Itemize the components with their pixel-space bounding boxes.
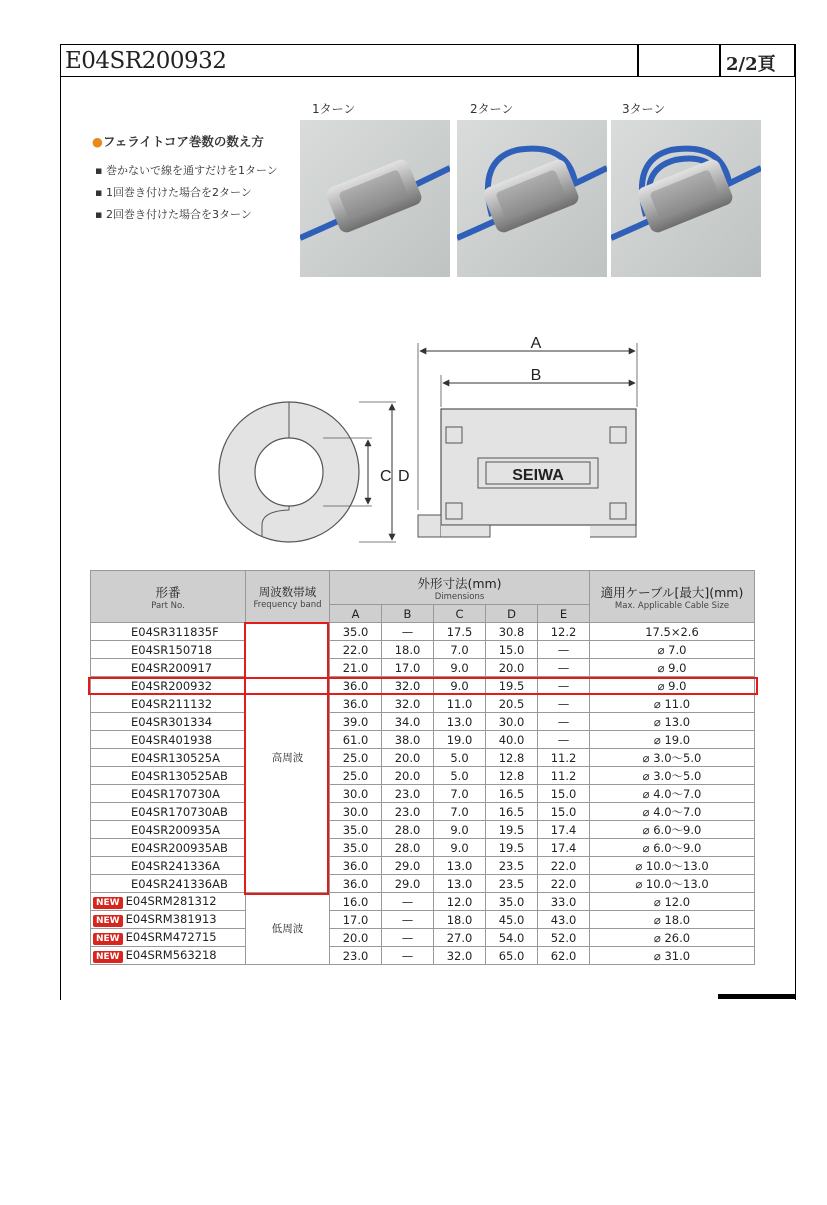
dim-a-cell: 36.0 [330, 875, 382, 893]
dim-c-cell: 13.0 [434, 857, 486, 875]
dim-a-cell: 35.0 [330, 623, 382, 641]
part-number-cell: E04SR211132 [91, 695, 246, 713]
table-row [91, 767, 755, 785]
cable-size-cell: ⌀ 10.0～13.0 [590, 857, 755, 875]
dim-c-cell: 13.0 [434, 713, 486, 731]
dim-d-cell: 40.0 [486, 731, 538, 749]
dim-d-cell: 19.5 [486, 839, 538, 857]
dim-b-cell: 18.0 [382, 641, 434, 659]
part-number-cell: NEW E04SRM281312 [91, 893, 246, 911]
header-col-b: B [382, 605, 434, 623]
dim-d-cell: 19.5 [486, 677, 538, 695]
dim-d-cell: 23.5 [486, 875, 538, 893]
header-divider [719, 45, 721, 76]
cable-size-cell: ⌀ 6.0～9.0 [590, 839, 755, 857]
table-row [91, 929, 755, 947]
dim-e-cell: — [538, 677, 590, 695]
turns-heading: ●フェライトコア巻数の数え方 [92, 134, 264, 149]
dim-d-cell: 35.0 [486, 893, 538, 911]
part-number-cell: E04SR200935A [91, 821, 246, 839]
dim-e-cell: 22.0 [538, 875, 590, 893]
cable-size-cell: ⌀ 3.0～5.0 [590, 749, 755, 767]
table-row [91, 893, 755, 911]
footer-bar [718, 994, 795, 999]
cable-size-cell: ⌀ 10.0～13.0 [590, 875, 755, 893]
cable-size-cell: ⌀ 13.0 [590, 713, 755, 731]
header-col-d: D [486, 605, 538, 623]
seiwa-logo: SEIWA [512, 467, 564, 484]
dim-b-cell: — [382, 929, 434, 947]
dim-e-cell: 17.4 [538, 821, 590, 839]
turn-label-1: 1ターン [312, 102, 356, 116]
part-number-cell: E04SR170730A [91, 785, 246, 803]
header-dimensions: 外形寸法(mm) Dimensions [330, 571, 590, 605]
dim-d-cell: 15.0 [486, 641, 538, 659]
cable-size-cell: ⌀ 9.0 [590, 659, 755, 677]
dim-c-cell: 9.0 [434, 839, 486, 857]
dim-a-cell: 25.0 [330, 767, 382, 785]
table-row [91, 731, 755, 749]
dim-a-cell: 21.0 [330, 659, 382, 677]
dim-a-cell: 39.0 [330, 713, 382, 731]
new-badge: NEW [93, 915, 123, 927]
table-row [91, 695, 755, 713]
dim-a-cell: 17.0 [330, 911, 382, 929]
table-row [91, 947, 755, 965]
part-number-cell: E04SR200935AB [91, 839, 246, 857]
part-number-cell: E04SR130525AB [91, 767, 246, 785]
part-number-cell: E04SR241336A [91, 857, 246, 875]
dim-b-cell: 17.0 [382, 659, 434, 677]
cable-size-cell: ⌀ 31.0 [590, 947, 755, 965]
dim-a-cell: 36.0 [330, 695, 382, 713]
dim-c-cell: 18.0 [434, 911, 486, 929]
table-row [91, 803, 755, 821]
dim-e-cell: 22.0 [538, 857, 590, 875]
dim-c-cell: 5.0 [434, 767, 486, 785]
dim-e-cell: 15.0 [538, 785, 590, 803]
dim-c-cell: 32.0 [434, 947, 486, 965]
dim-b-cell: 23.0 [382, 785, 434, 803]
dim-label-c: C [380, 468, 392, 485]
dim-d-cell: 30.0 [486, 713, 538, 731]
dim-a-cell: 35.0 [330, 839, 382, 857]
dim-d-cell: 23.5 [486, 857, 538, 875]
dimension-diagram [210, 325, 650, 550]
dim-c-cell: 17.5 [434, 623, 486, 641]
dim-a-cell: 20.0 [330, 929, 382, 947]
dim-label-d: D [398, 468, 410, 485]
dim-b-cell: — [382, 893, 434, 911]
part-number-cell: E04SR200932 [91, 677, 246, 695]
cable-size-cell: ⌀ 18.0 [590, 911, 755, 929]
table-row [91, 749, 755, 767]
band-cell-high: 高周波 [246, 623, 330, 893]
new-badge: NEW [93, 933, 123, 945]
dim-e-cell: — [538, 659, 590, 677]
dim-a-cell: 25.0 [330, 749, 382, 767]
photo-1-turn [300, 120, 450, 277]
header-col-e: E [538, 605, 590, 623]
part-number-cell: E04SR401938 [91, 731, 246, 749]
turn-label-3: 3ターン [622, 102, 666, 116]
dim-c-cell: 27.0 [434, 929, 486, 947]
table-row [91, 875, 755, 893]
document-title: E04SR200932 [65, 48, 227, 74]
spec-table [90, 570, 755, 965]
photo-3-turns [611, 120, 761, 277]
dim-c-cell: 11.0 [434, 695, 486, 713]
table-row [91, 857, 755, 875]
dim-a-cell: 16.0 [330, 893, 382, 911]
dim-a-cell: 36.0 [330, 677, 382, 695]
header-divider [637, 45, 639, 76]
dim-b-cell: 38.0 [382, 731, 434, 749]
dim-c-cell: 7.0 [434, 641, 486, 659]
document-header [60, 44, 795, 77]
cable-size-cell: ⌀ 9.0 [590, 677, 755, 695]
part-number-cell: E04SR150718 [91, 641, 246, 659]
dim-a-cell: 23.0 [330, 947, 382, 965]
dim-e-cell: 43.0 [538, 911, 590, 929]
part-number-cell: E04SR241336AB [91, 875, 246, 893]
dim-d-cell: 16.5 [486, 803, 538, 821]
part-number-cell: NEW E04SRM381913 [91, 911, 246, 929]
dim-b-cell: 20.0 [382, 749, 434, 767]
dim-b-cell: — [382, 911, 434, 929]
dim-d-cell: 16.5 [486, 785, 538, 803]
table-row [91, 641, 755, 659]
dim-d-cell: 12.8 [486, 767, 538, 785]
cable-size-cell: ⌀ 4.0～7.0 [590, 785, 755, 803]
new-badge: NEW [93, 897, 123, 909]
dim-a-cell: 30.0 [330, 785, 382, 803]
dim-e-cell: — [538, 695, 590, 713]
dim-b-cell: 29.0 [382, 875, 434, 893]
dim-a-cell: 22.0 [330, 641, 382, 659]
dim-b-cell: 23.0 [382, 803, 434, 821]
dim-e-cell: — [538, 731, 590, 749]
turn-label-2: 2ターン [470, 102, 514, 116]
part-number-cell: E04SR170730AB [91, 803, 246, 821]
cable-size-cell: ⌀ 3.0～5.0 [590, 767, 755, 785]
dim-c-cell: 9.0 [434, 677, 486, 695]
cable-size-cell: ⌀ 7.0 [590, 641, 755, 659]
dim-e-cell: 15.0 [538, 803, 590, 821]
dim-e-cell: 11.2 [538, 749, 590, 767]
dim-label-b: B [530, 367, 542, 384]
header-col-a: A [330, 605, 382, 623]
part-number-cell: E04SR130525A [91, 749, 246, 767]
part-number-cell: E04SR301334 [91, 713, 246, 731]
table-row [91, 623, 755, 641]
dim-label-a: A [530, 335, 542, 352]
turns-bullet: ▪ 巻かないで線を通すだけを1ターン [95, 164, 278, 177]
dim-d-cell: 20.5 [486, 695, 538, 713]
part-number-cell: NEW E04SRM563218 [91, 947, 246, 965]
page-number: 2/2頁 [726, 54, 776, 75]
turns-bullet: ▪ 2回巻き付けた場合を3ターン [95, 208, 252, 221]
dim-a-cell: 30.0 [330, 803, 382, 821]
dim-a-cell: 61.0 [330, 731, 382, 749]
part-number-cell: E04SR311835F [91, 623, 246, 641]
band-cell-low: 低周波 [246, 893, 330, 965]
dim-e-cell: 17.4 [538, 839, 590, 857]
dim-e-cell: 12.2 [538, 623, 590, 641]
dim-e-cell: 62.0 [538, 947, 590, 965]
dim-d-cell: 12.8 [486, 749, 538, 767]
header-cable-size: 適用ケーブル[最大](mm) Max. Applicable Cable Size [590, 571, 755, 623]
dim-b-cell: 20.0 [382, 767, 434, 785]
turns-bullet: ▪ 1回巻き付けた場合を2ターン [95, 186, 252, 199]
cable-size-cell: ⌀ 11.0 [590, 695, 755, 713]
dim-e-cell: 33.0 [538, 893, 590, 911]
part-number-cell: NEW E04SRM472715 [91, 929, 246, 947]
dim-b-cell: — [382, 947, 434, 965]
dim-d-cell: 19.5 [486, 821, 538, 839]
table-row [91, 911, 755, 929]
dim-b-cell: 34.0 [382, 713, 434, 731]
table-row [91, 659, 755, 677]
dim-b-cell: 32.0 [382, 695, 434, 713]
dim-d-cell: 30.8 [486, 623, 538, 641]
dim-c-cell: 7.0 [434, 803, 486, 821]
dim-d-cell: 54.0 [486, 929, 538, 947]
dim-d-cell: 20.0 [486, 659, 538, 677]
dim-c-cell: 12.0 [434, 893, 486, 911]
dim-e-cell: 11.2 [538, 767, 590, 785]
dim-b-cell: 28.0 [382, 839, 434, 857]
dim-c-cell: 5.0 [434, 749, 486, 767]
dim-b-cell: 32.0 [382, 677, 434, 695]
cable-size-cell: ⌀ 6.0～9.0 [590, 821, 755, 839]
table-row [91, 713, 755, 731]
dim-e-cell: — [538, 713, 590, 731]
cable-size-cell: ⌀ 12.0 [590, 893, 755, 911]
dim-d-cell: 45.0 [486, 911, 538, 929]
dim-d-cell: 65.0 [486, 947, 538, 965]
table-row [91, 821, 755, 839]
dim-c-cell: 9.0 [434, 821, 486, 839]
dim-c-cell: 7.0 [434, 785, 486, 803]
dim-b-cell: — [382, 623, 434, 641]
dim-a-cell: 35.0 [330, 821, 382, 839]
new-badge: NEW [93, 951, 123, 963]
cable-size-cell: ⌀ 26.0 [590, 929, 755, 947]
header-frequency-band: 周波数帯域 Frequency band [246, 571, 330, 623]
cable-size-cell: ⌀ 19.0 [590, 731, 755, 749]
header-part-no: 形番 Part No. [91, 571, 246, 623]
dim-c-cell: 19.0 [434, 731, 486, 749]
dim-b-cell: 28.0 [382, 821, 434, 839]
table-row [91, 839, 755, 857]
header-col-c: C [434, 605, 486, 623]
table-row [91, 785, 755, 803]
cable-size-cell: 17.5×2.6 [590, 623, 755, 641]
dim-c-cell: 13.0 [434, 875, 486, 893]
dim-e-cell: — [538, 641, 590, 659]
dim-c-cell: 9.0 [434, 659, 486, 677]
cable-size-cell: ⌀ 4.0～7.0 [590, 803, 755, 821]
dim-b-cell: 29.0 [382, 857, 434, 875]
table-row [91, 677, 755, 695]
part-number-cell: E04SR200917 [91, 659, 246, 677]
dim-a-cell: 36.0 [330, 857, 382, 875]
photo-2-turns [457, 120, 607, 277]
dim-e-cell: 52.0 [538, 929, 590, 947]
